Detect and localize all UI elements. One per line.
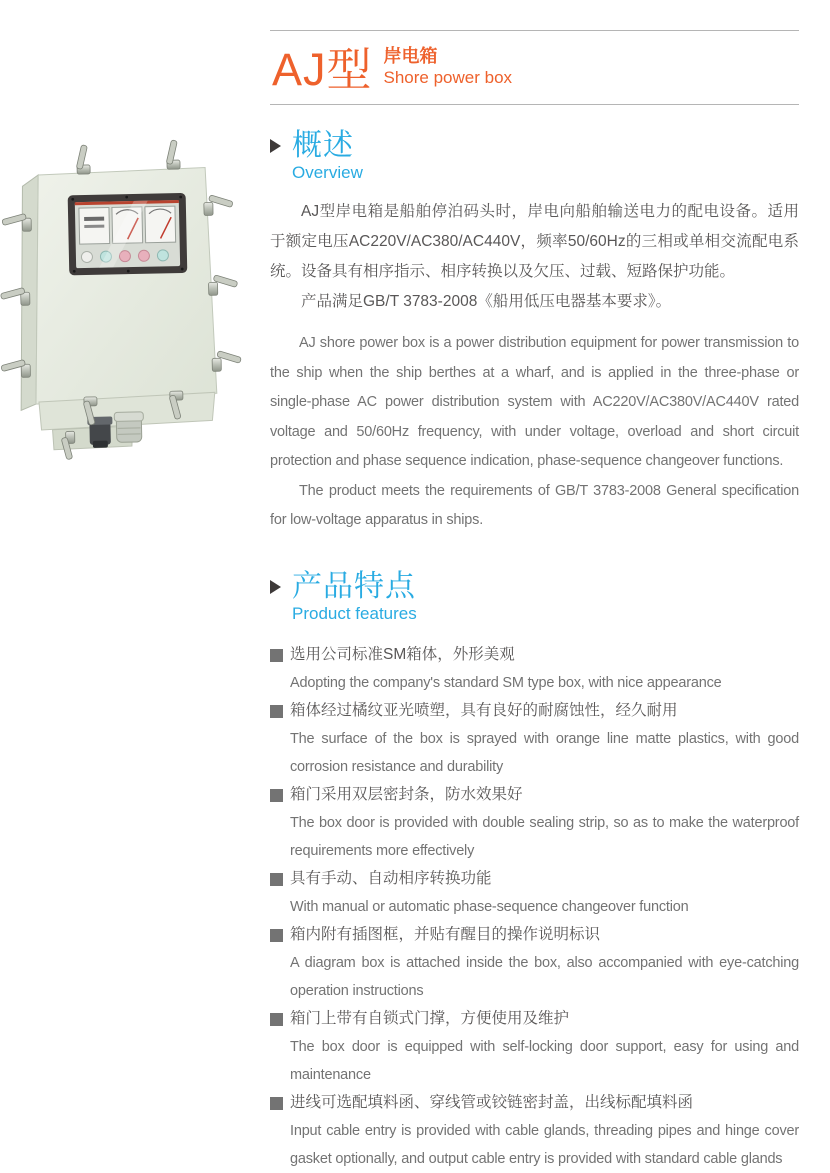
features-heading-en: Product features bbox=[292, 603, 417, 625]
product-subtitle-en: Shore power box bbox=[384, 68, 513, 88]
cable-gland-light bbox=[114, 412, 144, 443]
feature-title-cn bbox=[270, 865, 799, 893]
latch-clamp-right-1 bbox=[204, 194, 234, 215]
cabinet-group bbox=[0, 138, 243, 461]
feature-text-en: Adopting the company's standard SM type box, with nice appearance bbox=[290, 669, 799, 697]
feature-title-cn bbox=[270, 1089, 799, 1117]
overview-paragraph-cn-1: AJ型岸电箱是船舶停泊码头时，岸电向船舶输送电力的配电设备。适用于额定电压AC220V/AC380/AC440V，频率50/60Hz的三相或单相交流配电系统。设备具有相序指示、相序转换以及欠压、过载、短路保护功能。 bbox=[270, 197, 799, 287]
section-overview bbox=[270, 129, 799, 536]
feature-item bbox=[270, 1005, 799, 1089]
feature-item bbox=[270, 921, 799, 1005]
feature-title-cn bbox=[270, 641, 799, 669]
features-list bbox=[270, 641, 799, 1173]
overview-paragraph-en-1: AJ shore power box is a power distribution equipment for power transmission to the ship when the ship berthes at a wharf, and is applied in the three-phase or single-phase AC power distribution system with AC220V/AC380V/AC440V rated voltage and 50/60Hz frequency, with under voltage, overload and short circuit protection and phase sequence indication, phase-sequence changeover functions. bbox=[270, 329, 799, 477]
latch-clamp-right-2 bbox=[208, 274, 238, 295]
product-photo bbox=[8, 142, 260, 472]
overview-chinese-paragraphs bbox=[270, 197, 799, 317]
feature-bullet-icon bbox=[270, 705, 283, 718]
analog-meter-3 bbox=[145, 206, 176, 243]
overview-paragraph-cn-2: 产品满足GB/T 3783-2008《船用低压电器基本要求》。 bbox=[270, 287, 799, 317]
section-marker-icon bbox=[270, 580, 281, 594]
feature-text-en: Input cable entry is provided with cable glands, threading pipes and hinge cover gasket optionally, and output cable entry is provided with standard cable glands bbox=[290, 1117, 799, 1173]
feature-text-cn: 箱体经过橘纹亚光喷塑，具有良好的耐腐蚀性，经久耐用 bbox=[290, 697, 678, 725]
feature-text-cn: 具有手动、自动相序转换功能 bbox=[290, 865, 492, 893]
feature-text-cn: 箱内附有插图框，并贴有醒目的操作说明标识 bbox=[290, 921, 600, 949]
overview-heading-cn: 概述 bbox=[292, 129, 363, 162]
feature-title-cn bbox=[270, 781, 799, 809]
feature-title-cn bbox=[270, 921, 799, 949]
feature-text-cn: 进线可选配填料函、穿线管或铰链密封盖，出线标配填料函 bbox=[290, 1089, 693, 1117]
feature-bullet-icon bbox=[270, 929, 283, 942]
feature-text-en: A diagram box is attached inside the box, also accompanied with eye-catching operation instructions bbox=[290, 949, 799, 1005]
feature-bullet-icon bbox=[270, 873, 283, 886]
content-column bbox=[270, 0, 799, 1173]
feature-item bbox=[270, 1089, 799, 1173]
feature-title-cn bbox=[270, 1005, 799, 1033]
analog-meter-1 bbox=[79, 208, 110, 245]
feature-bullet-icon bbox=[270, 1013, 283, 1026]
feature-text-en: The box door is equipped with self-locking door support, easy for using and maintenance bbox=[290, 1033, 799, 1089]
feature-item bbox=[270, 865, 799, 921]
section-marker-icon bbox=[270, 139, 281, 153]
feature-text-cn: 箱门上带有自锁式门撑，方便使用及维护 bbox=[290, 1005, 569, 1033]
feature-bullet-icon bbox=[270, 1097, 283, 1110]
overview-english-paragraphs bbox=[270, 329, 799, 536]
feature-item bbox=[270, 641, 799, 697]
feature-text-en: The surface of the box is sprayed with orange line matte plastics, with good corrosion resistance and durability bbox=[290, 725, 799, 781]
feature-item bbox=[270, 781, 799, 865]
feature-bullet-icon bbox=[270, 789, 283, 802]
feature-item bbox=[270, 697, 799, 781]
product-subtitle-cn: 岸电箱 bbox=[384, 46, 513, 68]
features-heading-cn: 产品特点 bbox=[292, 570, 417, 603]
divider-under-title bbox=[270, 104, 799, 105]
overview-header bbox=[270, 129, 799, 184]
feature-text-en: With manual or automatic phase-sequence changeover function bbox=[290, 893, 799, 921]
feature-text-cn: 箱门采用双层密封条，防水效果好 bbox=[290, 781, 523, 809]
overview-heading-en: Overview bbox=[292, 162, 363, 184]
latch-clamp-right-3 bbox=[212, 350, 242, 371]
overview-paragraph-en-2: The product meets the requirements of GB/T 3783-2008 General specification for low-voltage apparatus in ships. bbox=[270, 477, 799, 536]
feature-text-cn: 选用公司标准SM箱体，外形美观 bbox=[290, 641, 515, 669]
feature-title-cn bbox=[270, 697, 799, 725]
feature-bullet-icon bbox=[270, 649, 283, 662]
features-header bbox=[270, 570, 799, 625]
section-features bbox=[270, 570, 799, 1173]
page-title bbox=[270, 31, 799, 104]
product-model: AJ型 bbox=[272, 49, 373, 92]
features-heading bbox=[292, 570, 417, 625]
latch-clamp-top-left bbox=[76, 145, 90, 175]
latch-clamp-top-right bbox=[166, 140, 180, 170]
meter-window bbox=[68, 193, 188, 275]
product-subtitle bbox=[384, 46, 513, 92]
overview-heading bbox=[292, 129, 363, 184]
shore-power-box-illustration bbox=[8, 142, 260, 472]
feature-text-en: The box door is provided with double sealing strip, so as to make the waterproof requirements more effectively bbox=[290, 809, 799, 865]
